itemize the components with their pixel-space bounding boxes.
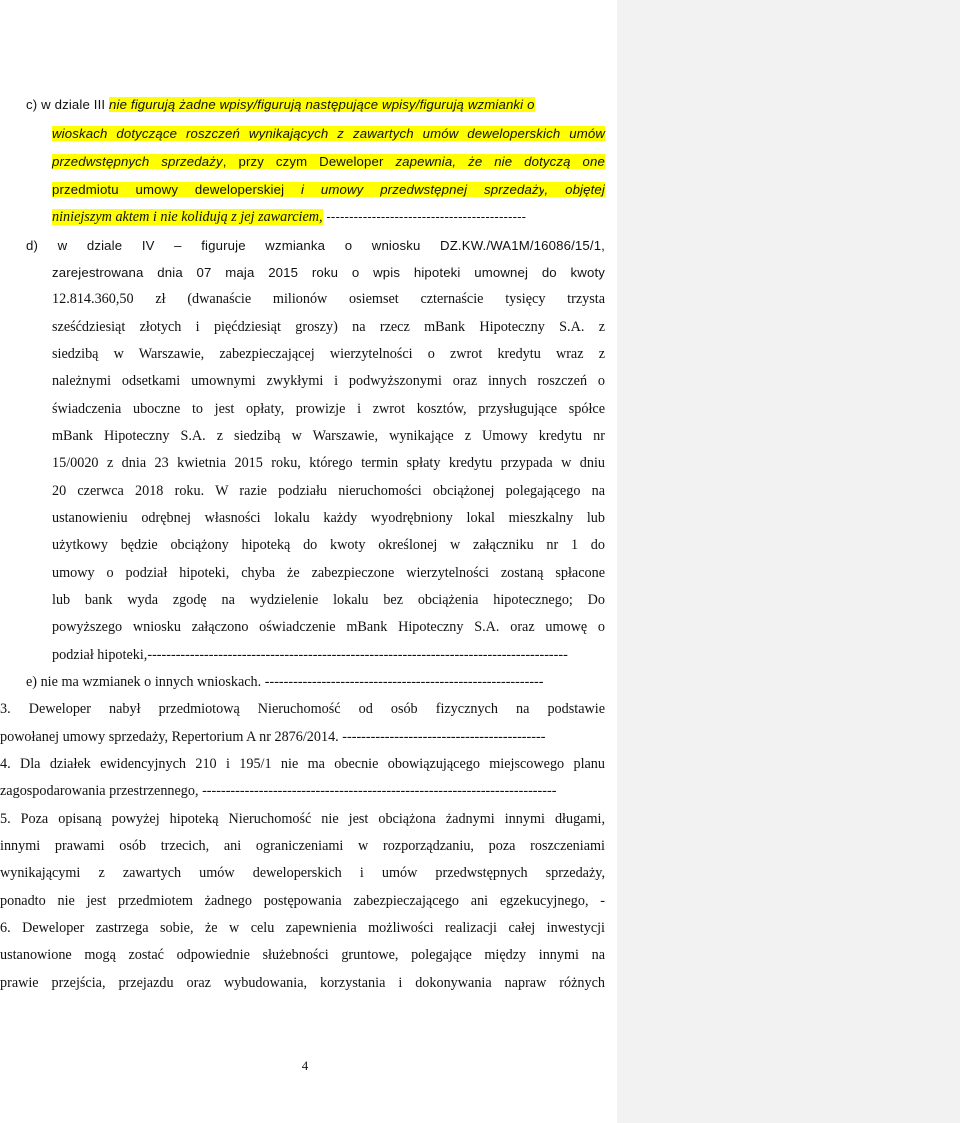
highlighted-text: wioskach dotyczące roszczeń wynikających z zawartych umów deweloperskich umów (52, 126, 605, 141)
text-segment: ustanowieniu odrębnej własności lokalu każdy wyodrębniony lokal mieszkalny lub (52, 510, 605, 526)
text-segment: -------------------------------------------- (322, 209, 527, 224)
text-segment: podział hipoteki,----------------------------------------------------------------------------------------- (52, 647, 568, 663)
text-segment: 4. Dla działek ewidencyjnych 210 i 195/1 nie ma obecnie obowiązującego miejscowego planu (0, 756, 605, 772)
text-line (0, 919, 605, 937)
text-segment: prawie przejścia, przejazdu oraz wybudowania, korzystania i dokonywania napraw różnych (0, 975, 605, 991)
page-number: 4 (301, 1058, 309, 1073)
text-segment: powołanej umowy sprzedaży, Repertorium A nr 2876/2014. ------------------------------------------- (0, 729, 546, 745)
text-line (0, 892, 605, 910)
text-segment: lub bank wyda zgodę na wydzielenie lokalu bez obciążenia hipotecznego; Do (52, 592, 605, 608)
text-line (0, 974, 605, 992)
text-line (52, 564, 605, 582)
highlighted-text: nie figurują żadne wpisy/figurują następujące wpisy/figurują wzmianki o (109, 97, 535, 112)
text-line (52, 536, 605, 554)
text-segment: wynikającymi z zawartych umów deweloperskich i umów przedwstępnych sprzedaży, (0, 865, 605, 881)
text-line (52, 618, 605, 636)
text-line (52, 264, 605, 282)
text-segment: e) nie ma wzmianek o innych wnioskach. ----------------------------------------------------------- (26, 674, 544, 690)
text-segment: 6. Deweloper zastrzega sobie, że w celu zapewnienia możliwości realizacji całej inwestycji (0, 920, 605, 936)
text-line (52, 290, 605, 308)
highlighted-text: i umowy przedwstępnej sprzedaży (301, 182, 545, 197)
text-segment: świadczenia uboczne to jest opłaty, prowizje i zwrot kosztów, przysługujące spółce (52, 401, 605, 417)
text-line (52, 509, 605, 527)
text-line (26, 673, 605, 691)
text-line (0, 864, 605, 882)
text-line (52, 372, 605, 390)
comment-markup-pane (617, 0, 960, 1123)
text-segment: ponadto nie jest przedmiotem żadnego postępowania zabezpieczającego ani egzekucyjnego, - (0, 893, 605, 909)
text-line (0, 837, 605, 855)
text-segment: zarejestrowana dnia 07 maja 2015 roku o wpis hipoteki umownej do kwoty (52, 265, 605, 280)
text-line (26, 237, 605, 255)
text-line (52, 454, 605, 472)
text-line (52, 208, 605, 226)
text-line (52, 318, 605, 336)
text-line (52, 345, 605, 363)
highlighted-text: niniejszym aktem i nie kolidują z jej zawarciem, (52, 209, 323, 225)
text-segment: 3. Deweloper nabył przedmiotową Nieruchomość od osób fizycznych na podstawie (0, 701, 605, 717)
text-line (52, 482, 605, 500)
highlighted-text: zapewnia, że nie dotyczą one (395, 154, 605, 169)
text-line (26, 96, 605, 114)
text-segment: innymi prawami osób trzecich, ani ograniczeniami w rozporządzaniu, poza roszczeniami (0, 838, 605, 854)
text-line (52, 400, 605, 418)
text-segment: należnymi odsetkami umownymi zwykłymi i podwyższonymi oraz innych roszczeń o (52, 373, 605, 389)
text-line (0, 810, 605, 828)
text-line (0, 946, 605, 964)
text-segment: użytkowy będzie obciążony hipoteką do kwoty określonej w załączniku nr 1 do (52, 537, 605, 553)
text-segment: c) w dziale III (26, 97, 110, 112)
text-segment: d) w dziale IV – figuruje wzmianka o wniosku DZ.KW./WA1M/16086/15/1, (26, 238, 605, 253)
text-segment: 20 czerwca 2018 roku. W razie podziału nieruchomości obciążonej polegającego na (52, 483, 605, 499)
text-segment: ustanowione mogą zostać odpowiednie służebności gruntowe, polegające między innymi na (0, 947, 605, 963)
text-segment: 5. Poza opisaną powyżej hipoteką Nieruchomość nie jest obciążona żadnymi innymi długami, (0, 811, 605, 827)
text-segment: sześćdziesiąt złotych i pięćdziesiąt groszy) na rzecz mBank Hipoteczny S.A. z (52, 319, 605, 335)
text-line (52, 646, 605, 664)
text-segment: siedzibą w Warszawie, zabezpieczającej wierzytelności o zwrot kredytu wraz z (52, 346, 605, 362)
text-segment: zagospodarowania przestrzennego, --------------------------------------------------------------------------- (0, 783, 557, 799)
highlighted-text: , objętej (544, 182, 605, 197)
text-segment: mBank Hipoteczny S.A. z siedzibą w Warszawie, wynikające z Umowy kredytu nr (52, 428, 605, 444)
text-line (52, 591, 605, 609)
highlighted-text: , przy czym Deweloper (222, 154, 396, 169)
text-line (52, 125, 605, 143)
text-line (0, 700, 605, 718)
text-segment: 15/0020 z dnia 23 kwietnia 2015 roku, którego termin spłaty kredytu przypada w dniu (52, 455, 605, 471)
text-line (0, 755, 605, 773)
text-line (52, 153, 605, 171)
text-line (52, 427, 605, 445)
text-segment: powyższego wniosku załączono oświadczenie mBank Hipoteczny S.A. oraz umowę o (52, 619, 605, 635)
text-line (52, 181, 605, 199)
text-segment: 12.814.360,50 zł (dwanaście milionów osiemset czternaście tysięcy trzysta (52, 291, 605, 307)
text-segment: umowy o podział hipoteki, chyba że zabezpieczone wierzytelności zostaną spłacone (52, 565, 605, 581)
text-line (0, 782, 605, 800)
highlighted-text: przedwstępnych sprzedaży (52, 154, 223, 169)
text-line (0, 728, 605, 746)
highlighted-text: przedmiotu umowy deweloperskiej (52, 182, 301, 197)
